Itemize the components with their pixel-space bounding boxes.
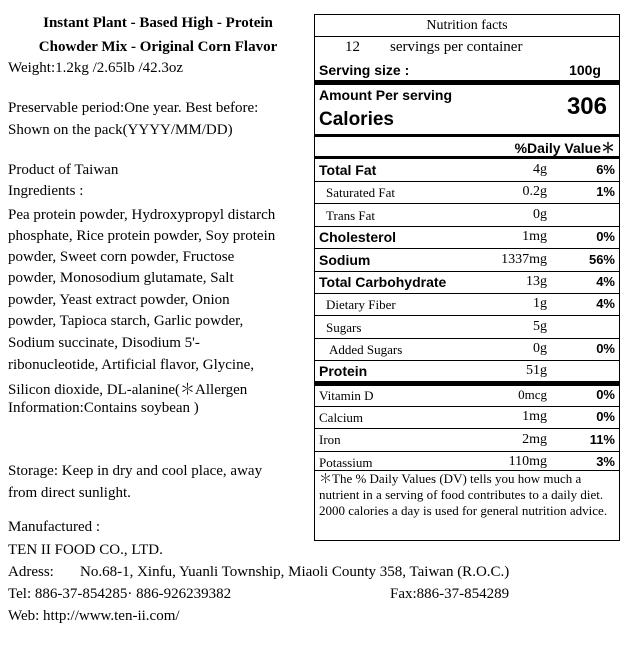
divider — [315, 315, 619, 316]
divider — [315, 293, 619, 294]
nutrient-amount: 4g — [533, 162, 547, 177]
nutrient-dv: 0% — [596, 409, 615, 424]
nutrient-name: Sugars — [326, 320, 362, 335]
divider — [315, 406, 619, 407]
serving-size-label: Serving size : — [319, 62, 410, 78]
ingredients-line: Sodium succinate, Disodium 5'- — [8, 335, 200, 351]
divider — [315, 271, 619, 272]
divider — [315, 203, 619, 204]
nutrient-amount: 51g — [526, 363, 547, 378]
nutrient-amount: 1337mg — [501, 252, 547, 267]
nutrition-facts-header: Nutrition facts — [426, 18, 508, 33]
servings-count: 12 — [345, 39, 360, 55]
divider — [315, 181, 619, 182]
nutrient-amount: 0.2g — [522, 184, 547, 199]
divider — [315, 451, 619, 452]
web-link[interactable]: Web: http://www.ten-ii.com/ — [8, 608, 180, 624]
nutrient-name: Trans Fat — [326, 208, 376, 223]
nutrient-amount: 13g — [526, 274, 547, 289]
weight-text: Weight:1.2kg /2.65lb /42.3oz — [8, 60, 184, 76]
ingredients-line: powder, Yeast extract powder, Onion — [8, 292, 230, 308]
nutrient-amount: 2mg — [522, 432, 547, 447]
nutrient-dv: 0% — [596, 341, 615, 356]
nutrient-name: Saturated Fat — [326, 185, 395, 200]
nutrient-name: Dietary Fiber — [326, 297, 396, 312]
nutrient-name: Sodium — [319, 252, 371, 268]
nutrient-amount: 5g — [533, 319, 547, 334]
ingredients-line: Silicon dioxide, DL-alanine(＊Allergen — [8, 382, 248, 398]
nutrient-amount: 0g — [533, 341, 547, 356]
calories-label: Calories — [319, 109, 394, 130]
daily-value-header: %Daily Value＊ — [514, 140, 615, 156]
amount-per-serving: Amount Per serving — [319, 87, 453, 103]
divider — [315, 338, 619, 339]
nutrient-name: Total Carbohydrate — [319, 274, 447, 290]
product-title-line2: Chowder Mix - Original Corn Flavor — [38, 39, 278, 55]
divider — [315, 428, 619, 429]
nutrient-name: Vitamin D — [319, 388, 374, 403]
tel-text: Tel: 886-37-854285· 886-926239382 — [8, 586, 232, 602]
origin-text: Product of Taiwan — [8, 162, 119, 178]
ingredients-label: Ingredients : — [8, 183, 84, 199]
fax-text: Fax:886-37-854289 — [390, 586, 510, 602]
product-title-line1: Instant Plant - Based High - Protein — [43, 15, 273, 31]
divider — [315, 248, 619, 249]
divider — [315, 226, 619, 227]
nutrient-dv: 4% — [596, 296, 615, 311]
nutrient-dv: 3% — [596, 454, 615, 469]
nutrient-dv: 4% — [596, 274, 615, 289]
storage-line1: Storage: Keep in dry and cool place, away — [8, 463, 263, 479]
divider-thick — [315, 381, 619, 386]
ingredients-line: Information:Contains soybean ) — [8, 400, 199, 416]
nutrient-amount: 1g — [533, 296, 547, 311]
address-text: No.68-1, Xinfu, Yuanli Township, Miaoli County 358, Taiwan (R.O.C.) — [80, 564, 510, 580]
nutrient-name: Potassium — [319, 455, 373, 470]
nutrient-dv: 6% — [596, 162, 615, 177]
ingredients-line: powder, Sweet corn powder, Fructose — [8, 249, 235, 265]
divider — [315, 134, 619, 137]
ingredients-line: phosphate, Rice protein powder, Soy protein — [8, 228, 276, 244]
divider-thick — [315, 80, 619, 85]
serving-size-value: 100g — [569, 62, 601, 78]
manufactured-label: Manufactured : — [8, 519, 101, 535]
preserve-line1: Preservable period:One year. Best before: — [8, 100, 259, 116]
address-label: Adress: — [8, 564, 54, 580]
divider — [315, 360, 619, 361]
nutrient-amount: 0g — [533, 207, 547, 222]
divider — [315, 36, 619, 37]
nutrient-name: Cholesterol — [319, 229, 397, 245]
nutrient-dv: 56% — [588, 252, 615, 267]
nutrition-facts-panel — [314, 14, 620, 541]
calories-value: 306 — [566, 93, 607, 120]
storage-line2: from direct sunlight. — [8, 485, 131, 501]
ingredients-line: Pea protein powder, Hydroxypropyl distarch — [8, 207, 276, 223]
ingredients-line: ribonucleotide, Artificial flavor, Glycine, — [8, 357, 254, 373]
nutrient-name: Iron — [319, 432, 341, 447]
nutrient-amount: 1mg — [522, 229, 547, 244]
nutrient-dv: 0% — [596, 387, 615, 402]
ingredients-line: powder, Monosodium glutamate, Salt — [8, 270, 234, 286]
nutrient-amount: 1mg — [522, 409, 547, 424]
nutrient-name: Total Fat — [319, 162, 377, 178]
preserve-line2: Shown on the pack(YYYY/MM/DD) — [8, 122, 233, 138]
nutrient-amount: 0mcg — [518, 387, 547, 402]
company-name: TEN II FOOD CO., LTD. — [8, 542, 163, 558]
nutrient-name: Added Sugars — [329, 342, 403, 357]
ingredients-line: powder, Tapioca starch, Garlic powder, — [8, 313, 244, 329]
nutrient-dv: 1% — [596, 184, 615, 199]
nutrient-name: Calcium — [319, 410, 364, 425]
nutrient-amount: 110mg — [508, 454, 547, 469]
divider — [315, 156, 619, 159]
nutrient-name: Protein — [319, 363, 368, 379]
daily-value-footnote: ＊The % Daily Values (DV) tells you how much a nutrient in a serving of food contributes to a daily diet. 2000 calories a day is used for general nutrition advice. — [319, 471, 608, 518]
servings-text: servings per container — [390, 39, 523, 55]
nutrient-dv: 11% — [589, 432, 615, 447]
nutrient-dv: 0% — [596, 229, 615, 244]
